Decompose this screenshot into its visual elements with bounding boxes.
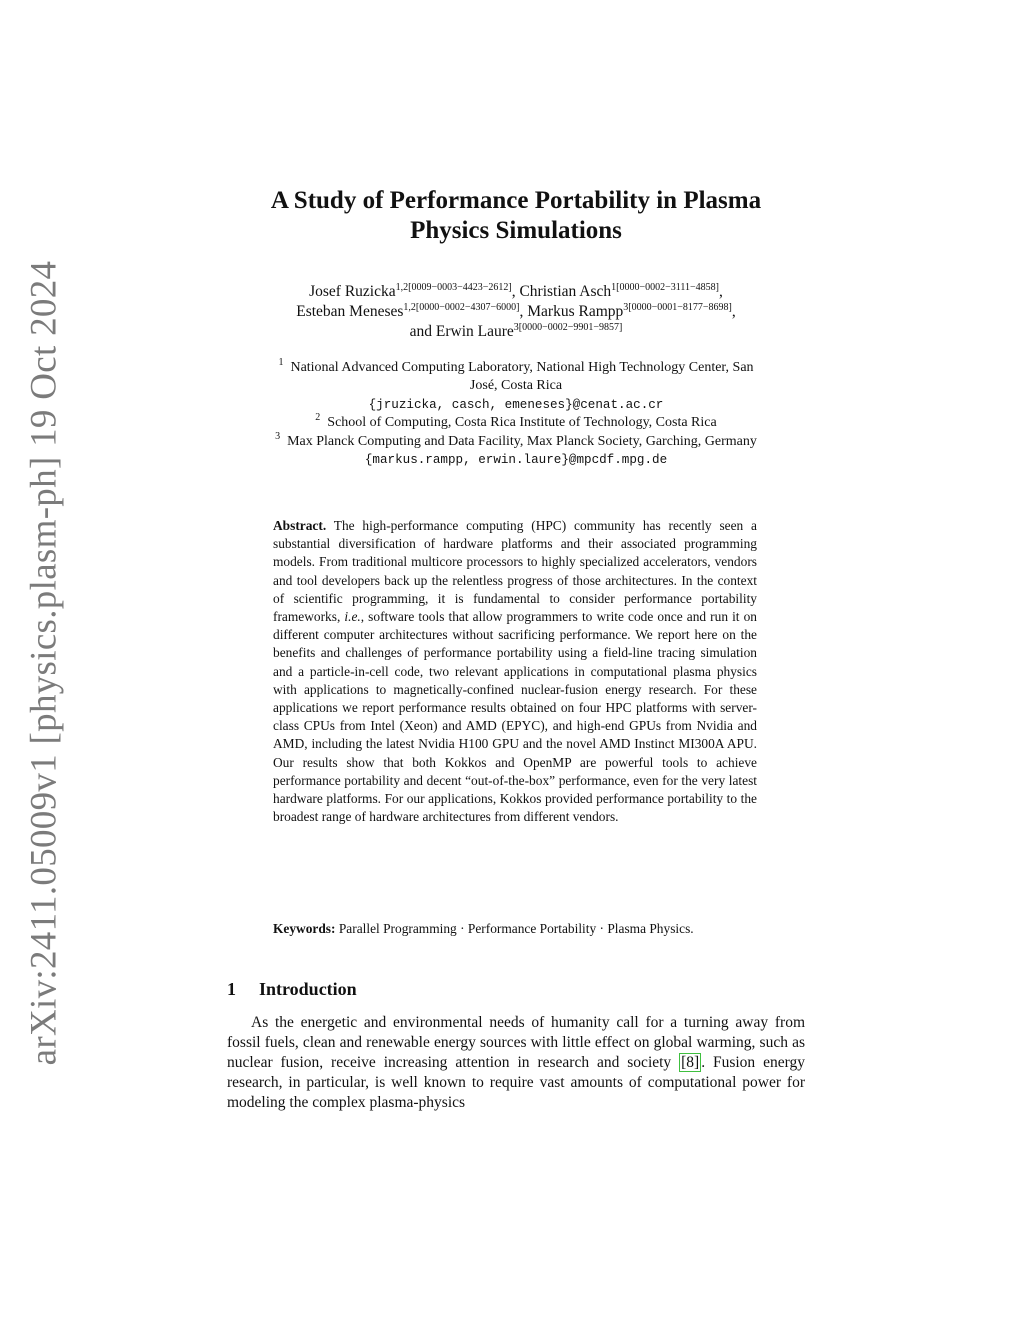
- section-heading: 1 Introduction: [227, 979, 357, 999]
- arxiv-identifier: arXiv:2411.05009v1 [physics.plasm-ph] 19 Oct 2024: [23, 260, 65, 1066]
- author: and Erwin Laure$^{3[0000-0002-9901-9857]}$: [409, 322, 623, 340]
- author: Markus Rampp$^{3[0000-0001-8177-8698]}$,: [527, 302, 736, 320]
- author: Christian Asch$^{1[0000-0002-3111-4858]}$,: [519, 282, 723, 300]
- keywords: Keywords: Parallel Programming · Performance Portability · Plasma Physics.: [273, 921, 694, 936]
- citation-link[interactable]: [8]: [681, 1054, 700, 1071]
- affiliation-1-email: {jruzicka, casch, emeneses}@cenat.ac.cr: [368, 397, 664, 412]
- author-list: [222, 282, 810, 342]
- title-line-2: Physics Simulations: [410, 217, 622, 244]
- title-line-1: A Study of Performance Portability in Plasma: [270, 187, 762, 214]
- author-orcid: 3[0000−0001−8177−8698]: [623, 302, 732, 313]
- affiliation-3-email: {markus.rampp, erwin.laure}@mpcdf.mpg.de: [364, 453, 668, 468]
- author-orcid: 1,2[0009−0003−4423−2612]: [395, 282, 512, 293]
- abstract: Abstract. The high-performance computing (HPC) community has recently seen a substantial diversification of hardware platforms and their associated programming models. From traditional multicore processors to highly specialized accelerators, vendors and tool developers back up the relentless progress of those architectures. In the context of scientific programming, it is fundamental to consider performance portability frameworks, i.e., software tools that allow programmers to write code once and run it on different computer architectures without sacrificing performance. We report here on the benefits and challenges of performance portability using a field-line tracing simulation and a particle-in-cell code, two relevant applications in computational plasma physics with applications to magnetically-confined nuclear-fusion energy research. For these applications we report performance results obtained on four HPC platforms with server-class CPUs from Intel (Xeon) and AMD (EPYC), and high-end GPUs from Nvidia and AMD, including the latest Nvidia H100 GPU and the novel AMD Instinct MI300A APU. Our results show that both Kokkos and OpenMP are powerful tools to achieve performance portability and decent “out-of-the-box” performance, even for the very latest hardware platforms. For our applications, Kokkos provided performance portability to the broadest range of hardware architectures from different vendors.: [273, 518, 758, 825]
- affiliation-3: $^3$ Max Planck Computing and Data Facility, Max Planck Society, Garching, Germany: [275, 430, 757, 449]
- author: Esteban Meneses$^{1,2[0000-0002-4307-6000]}$,: [296, 302, 528, 320]
- affiliation-1: $^1$ National Advanced Computing Laboratory, National High Technology Center, San: [278, 357, 754, 375]
- author: Josef Ruzicka$^{1,2[0009-0003-4423-2612]}$,: [309, 282, 520, 300]
- paper-title: [228, 186, 804, 246]
- author-orcid: 1[0000−0002−3111−4858]: [611, 282, 720, 293]
- affiliations: [222, 359, 810, 469]
- keywords-label: Keywords:: [273, 921, 336, 936]
- intro-paragraph: As the energetic and environmental needs of humanity call for a turning away from fossil fuels, clean and renewable energy sources with little effect on global warming, such as nuclear fusion, receive increasing attention in research and society [8] . Fusion energy research, in particular, is well known to require vast amounts of computational power for modeling the complex plasma-physics: [227, 1014, 805, 1111]
- author-orcid: 3[0000−0002−9901−9857]: [513, 322, 623, 333]
- abstract-label: Abstract.: [273, 518, 327, 533]
- author-orcid: 1,2[0000−0002−4307−6000]: [403, 302, 520, 313]
- affiliation-1-cont: José, Costa Rica: [469, 378, 563, 394]
- affiliation-2: $^2$ School of Computing, Costa Rica Institute of Technology, Costa Rica: [315, 412, 717, 431]
